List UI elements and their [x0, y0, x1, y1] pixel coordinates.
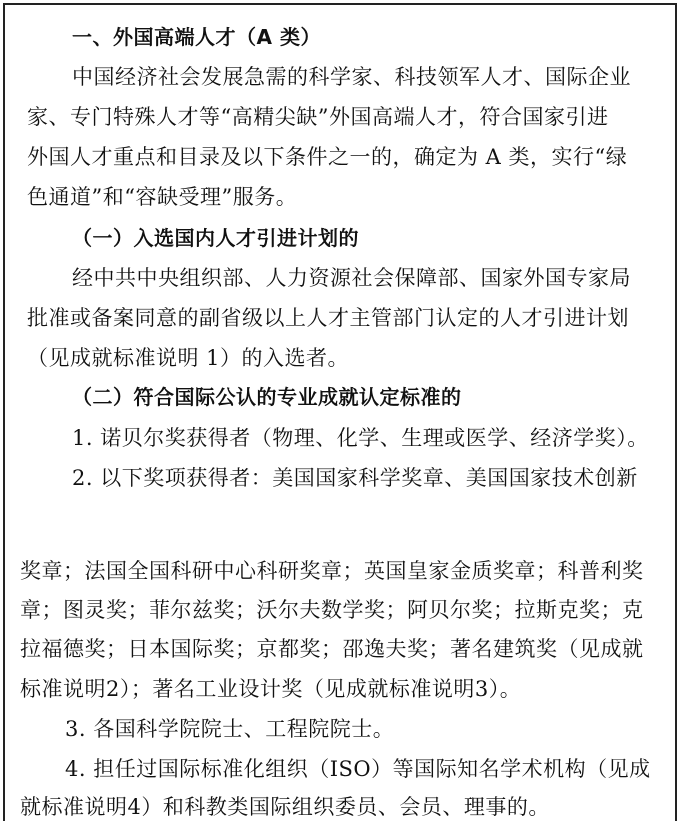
item-2-line-1: 2. 以下奖项获得者：美国国家科学奖章、美国国家技术创新 [72, 466, 638, 490]
item-2-line-3: 章；图灵奖；菲尔兹奖；沃尔夫数学奖；阿贝尔奖；拉斯克奖；克 [20, 598, 644, 622]
subheading-1: （一）入选国内人才引进计划的 [72, 226, 359, 250]
item-4-line-2: 就标准说明4）和科教类国际组织委员、会员、理事的。 [20, 795, 550, 819]
intro-line-4: 色通道”和“容缺受理”服务。 [27, 185, 298, 209]
item-2-line-2: 奖章；法国全国科研中心科研奖章；英国皇家金质奖章；科普利奖 [20, 559, 644, 583]
intro-line-3: 外国人才重点和目录及以下条件之一的，确定为 A 类，实行“绿 [27, 145, 628, 169]
heading-a: 一、外国高端人才（A 类） [72, 25, 321, 49]
section-1-line-2: 批准或备案同意的副省级以上人才主管部门认定的人才引进计划 [27, 306, 629, 330]
intro-line-2: 家、专门特殊人才等“高精尖缺”外国高端人才，符合国家引进 [27, 105, 609, 129]
item-3: 3. 各国科学院院士、工程院院士。 [65, 717, 395, 741]
item-4-line-1: 4. 担任过国际标准化组织（ISO）等国际知名学术机构（见成 [65, 757, 651, 781]
section-1-line-1: 经中共中央组织部、人力资源社会保障部、国家外国专家局 [72, 266, 631, 290]
item-1: 1. 诺贝尔奖获得者（物理、化学、生理或医学、经济学奖）。 [72, 426, 649, 450]
subheading-2: （二）符合国际公认的专业成就认定标准的 [72, 385, 462, 409]
intro-line-1: 中国经济社会发展急需的科学家、科技领军人才、国际企业 [72, 65, 631, 89]
item-2-line-4: 拉福德奖；日本国际奖；京都奖；邵逸夫奖；著名建筑奖（见成就 [20, 637, 644, 661]
section-1-line-3: （见成就标准说明 1）的入选者。 [27, 346, 350, 370]
item-2-line-5: 标准说明2）；著名工业设计奖（见成就标准说明3）。 [20, 677, 522, 701]
